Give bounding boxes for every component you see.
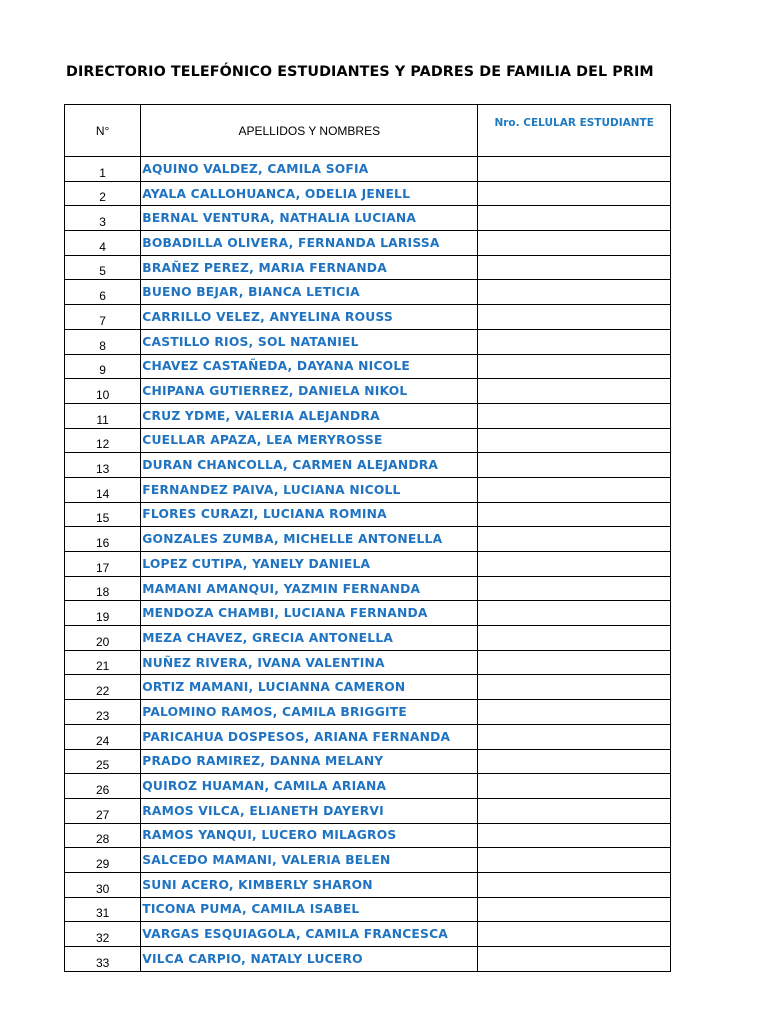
row-number: 32 [65, 922, 141, 947]
student-name: RAMOS VILCA, ELIANETH DAYERVI [141, 798, 478, 823]
student-name: RAMOS YANQUI, LUCERO MILAGROS [141, 823, 478, 848]
table-row [65, 206, 671, 231]
table-row [65, 798, 671, 823]
table-row [65, 675, 671, 700]
student-phone-cell [478, 749, 671, 774]
table-row [65, 848, 671, 873]
table-row [65, 897, 671, 922]
student-name: FLORES CURAZI, LUCIANA ROMINA [141, 502, 478, 527]
student-name: PRADO RAMIREZ, DANNA MELANY [141, 749, 478, 774]
student-name: NUÑEZ RIVERA, IVANA VALENTINA [141, 650, 478, 675]
table-row [65, 700, 671, 725]
student-phone-cell [478, 231, 671, 256]
table-row [65, 872, 671, 897]
row-number: 27 [65, 798, 141, 823]
student-name: MAMANI AMANQUI, YAZMIN FERNANDA [141, 576, 478, 601]
row-number: 12 [65, 428, 141, 453]
student-phone-cell [478, 626, 671, 651]
row-number: 24 [65, 724, 141, 749]
student-name: MEZA CHAVEZ, GRECIA ANTONELLA [141, 626, 478, 651]
table-row [65, 181, 671, 206]
student-name: TICONA PUMA, CAMILA ISABEL [141, 897, 478, 922]
row-number: 8 [65, 329, 141, 354]
student-phone-cell [478, 798, 671, 823]
student-name: BOBADILLA OLIVERA, FERNANDA LARISSA [141, 231, 478, 256]
row-number: 13 [65, 453, 141, 478]
student-phone-cell [478, 329, 671, 354]
student-name: CHAVEZ CASTAÑEDA, DAYANA NICOLE [141, 354, 478, 379]
row-number: 7 [65, 305, 141, 330]
row-number: 3 [65, 206, 141, 231]
table-row [65, 157, 671, 182]
student-phone-cell [478, 477, 671, 502]
student-name: PARICAHUA DOSPESOS, ARIANA FERNANDA [141, 724, 478, 749]
table-row [65, 749, 671, 774]
table-body [65, 157, 671, 972]
column-header-number: N° [65, 105, 141, 157]
student-name: AQUINO VALDEZ, CAMILA SOFIA [141, 157, 478, 182]
row-number: 10 [65, 379, 141, 404]
table-row [65, 626, 671, 651]
student-name: ORTIZ MAMANI, LUCIANNA CAMERON [141, 675, 478, 700]
student-name: PALOMINO RAMOS, CAMILA BRIGGITE [141, 700, 478, 725]
student-name: CHIPANA GUTIERREZ, DANIELA NIKOL [141, 379, 478, 404]
student-name: SALCEDO MAMANI, VALERIA BELEN [141, 848, 478, 873]
table-row [65, 601, 671, 626]
row-number: 33 [65, 947, 141, 972]
student-name: BRAÑEZ PEREZ, MARIA FERNANDA [141, 255, 478, 280]
student-name: LOPEZ CUTIPA, YANELY DANIELA [141, 552, 478, 577]
student-phone-cell [478, 157, 671, 182]
student-phone-cell [478, 700, 671, 725]
table-row [65, 329, 671, 354]
row-number: 22 [65, 675, 141, 700]
student-phone-cell [478, 552, 671, 577]
student-name: CASTILLO RIOS, SOL NATANIEL [141, 329, 478, 354]
student-phone-cell [478, 601, 671, 626]
student-phone-cell [478, 527, 671, 552]
table-row [65, 823, 671, 848]
row-number: 9 [65, 354, 141, 379]
student-phone-cell [478, 453, 671, 478]
table-header-row [65, 105, 671, 157]
table-row [65, 724, 671, 749]
table-row [65, 255, 671, 280]
row-number: 16 [65, 527, 141, 552]
student-directory-table [64, 104, 671, 972]
student-phone-cell [478, 428, 671, 453]
table-row [65, 774, 671, 799]
student-phone-cell [478, 305, 671, 330]
student-phone-cell [478, 724, 671, 749]
table-row [65, 922, 671, 947]
table-row [65, 280, 671, 305]
row-number: 21 [65, 650, 141, 675]
table-row [65, 527, 671, 552]
row-number: 6 [65, 280, 141, 305]
table-row [65, 477, 671, 502]
student-phone-cell [478, 181, 671, 206]
document-title: DIRECTORIO TELEFÓNICO ESTUDIANTES Y PADRES DE FAMILIA DEL PRIM [66, 64, 654, 80]
student-phone-cell [478, 255, 671, 280]
row-number: 28 [65, 823, 141, 848]
table-row [65, 576, 671, 601]
student-name: AYALA CALLOHUANCA, ODELIA JENELL [141, 181, 478, 206]
student-phone-cell [478, 774, 671, 799]
student-phone-cell [478, 823, 671, 848]
row-number: 31 [65, 897, 141, 922]
table-row [65, 552, 671, 577]
student-phone-cell [478, 848, 671, 873]
row-number: 14 [65, 477, 141, 502]
row-number: 20 [65, 626, 141, 651]
row-number: 23 [65, 700, 141, 725]
table-row [65, 354, 671, 379]
student-name: VARGAS ESQUIAGOLA, CAMILA FRANCESCA [141, 922, 478, 947]
student-phone-cell [478, 206, 671, 231]
student-phone-cell [478, 576, 671, 601]
table-row [65, 305, 671, 330]
row-number: 29 [65, 848, 141, 873]
student-phone-cell [478, 872, 671, 897]
row-number: 17 [65, 552, 141, 577]
student-name: DURAN CHANCOLLA, CARMEN ALEJANDRA [141, 453, 478, 478]
student-name: QUIROZ HUAMAN, CAMILA ARIANA [141, 774, 478, 799]
column-header-phone: Nro. CELULAR ESTUDIANTE [478, 105, 671, 157]
student-name: GONZALES ZUMBA, MICHELLE ANTONELLA [141, 527, 478, 552]
student-phone-cell [478, 947, 671, 972]
student-name: VILCA CARPIO, NATALY LUCERO [141, 947, 478, 972]
student-name: FERNANDEZ PAIVA, LUCIANA NICOLL [141, 477, 478, 502]
row-number: 26 [65, 774, 141, 799]
student-name: CRUZ YDME, VALERIA ALEJANDRA [141, 403, 478, 428]
student-phone-cell [478, 922, 671, 947]
student-phone-cell [478, 280, 671, 305]
table-row [65, 428, 671, 453]
row-number: 19 [65, 601, 141, 626]
row-number: 1 [65, 157, 141, 182]
student-name: BUENO BEJAR, BIANCA LETICIA [141, 280, 478, 305]
row-number: 5 [65, 255, 141, 280]
table-row [65, 947, 671, 972]
student-phone-cell [478, 354, 671, 379]
table-row [65, 403, 671, 428]
student-name: SUNI ACERO, KIMBERLY SHARON [141, 872, 478, 897]
student-phone-cell [478, 897, 671, 922]
student-name: CARRILLO VELEZ, ANYELINA ROUSS [141, 305, 478, 330]
row-number: 25 [65, 749, 141, 774]
table-row [65, 453, 671, 478]
row-number: 15 [65, 502, 141, 527]
table-row [65, 231, 671, 256]
row-number: 2 [65, 181, 141, 206]
row-number: 18 [65, 576, 141, 601]
student-name: CUELLAR APAZA, LEA MERYROSSE [141, 428, 478, 453]
student-phone-cell [478, 650, 671, 675]
row-number: 30 [65, 872, 141, 897]
student-phone-cell [478, 379, 671, 404]
student-phone-cell [478, 502, 671, 527]
table-row [65, 650, 671, 675]
student-name: MENDOZA CHAMBI, LUCIANA FERNANDA [141, 601, 478, 626]
row-number: 4 [65, 231, 141, 256]
table-row [65, 502, 671, 527]
column-header-name: APELLIDOS Y NOMBRES [141, 105, 478, 157]
row-number: 11 [65, 403, 141, 428]
table-row [65, 379, 671, 404]
student-phone-cell [478, 403, 671, 428]
student-phone-cell [478, 675, 671, 700]
student-name: BERNAL VENTURA, NATHALIA LUCIANA [141, 206, 478, 231]
